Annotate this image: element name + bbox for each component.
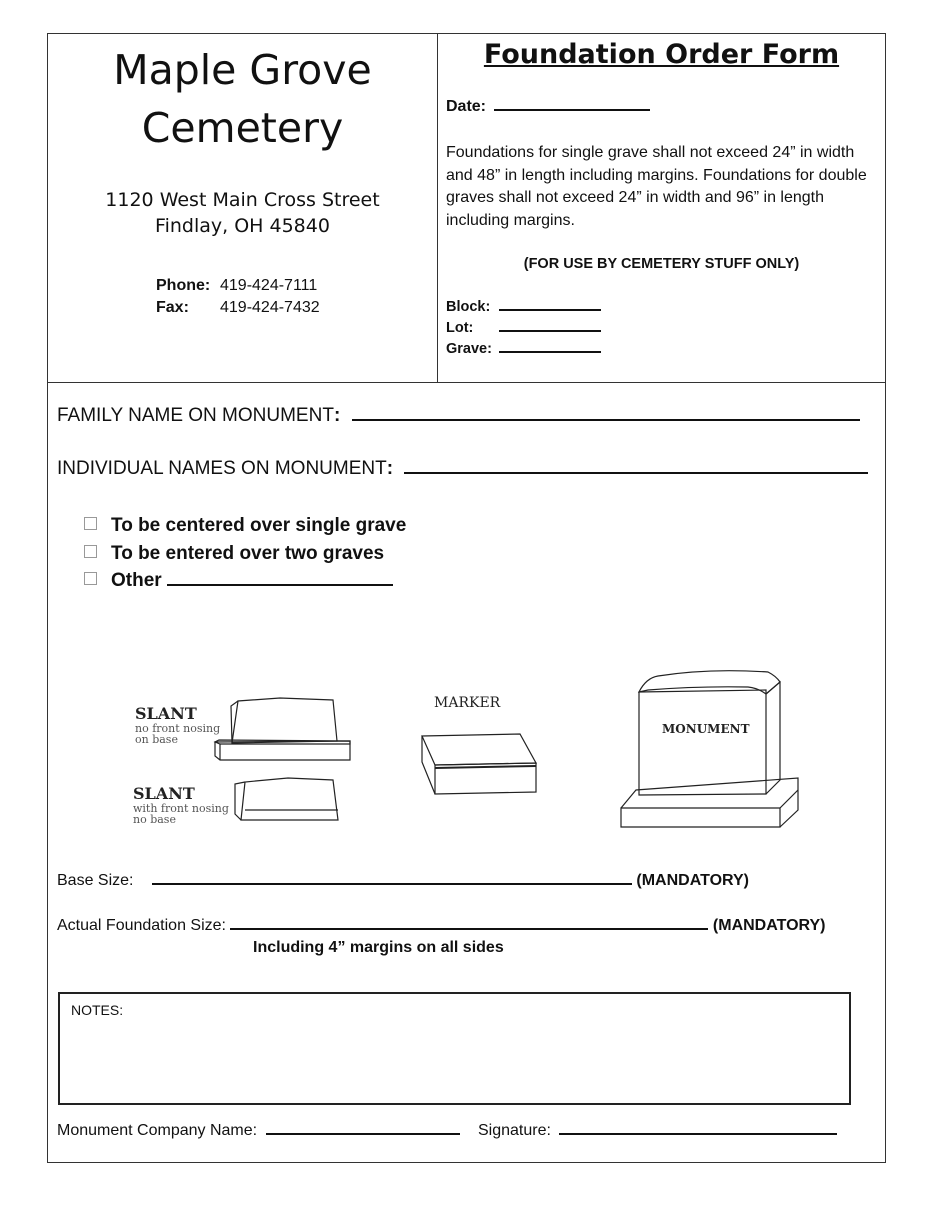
- notes-box[interactable]: [58, 992, 851, 1105]
- marker-label: MARKER: [434, 695, 501, 711]
- foundation-size-blank[interactable]: [230, 928, 708, 930]
- base-size-field[interactable]: [57, 872, 749, 890]
- base-size-label: Base Size:: [57, 872, 134, 889]
- company-name-blank[interactable]: [266, 1133, 460, 1135]
- slant2-desc1: with front nosing: [133, 802, 229, 815]
- monument-type-illustrations: [48, 664, 885, 839]
- phone-label: Phone:: [156, 277, 211, 294]
- staff-only-note: (FOR USE BY CEMETERY STUFF ONLY): [523, 256, 800, 272]
- slant-no-nosing-drawing: [215, 698, 350, 760]
- monument-label: MONUMENT: [662, 722, 750, 736]
- monument-drawing: [621, 671, 798, 827]
- checkbox[interactable]: [84, 545, 97, 558]
- company-name-label: Monument Company Name:: [57, 1122, 258, 1139]
- form-title: Foundation Order Form: [483, 39, 840, 70]
- date-label: Date:: [446, 98, 487, 115]
- individual-names-blank[interactable]: [404, 472, 868, 474]
- slant2-title: SLANT: [133, 784, 195, 803]
- phone-value: 419-424-7111: [220, 277, 318, 294]
- option-other[interactable]: Other: [84, 567, 406, 595]
- order-form-page: [47, 33, 886, 1163]
- date-field[interactable]: [446, 98, 650, 116]
- base-size-mandatory: (MANDATORY): [636, 872, 749, 889]
- family-name-field[interactable]: FAMILY NAME ON MONUMENT:: [57, 405, 860, 427]
- lot-blank[interactable]: [499, 330, 601, 332]
- signature-row: [57, 1122, 837, 1140]
- marker-drawing: [422, 734, 536, 794]
- option-single-grave[interactable]: To be centered over single grave: [84, 512, 406, 540]
- staff-fields: [446, 297, 601, 360]
- cemetery-info-panel: [48, 34, 438, 382]
- slant2-desc2: no base: [133, 813, 176, 826]
- signature-blank[interactable]: [559, 1133, 837, 1135]
- margins-note: Including 4” margins on all sides: [253, 939, 504, 956]
- contact-info: [156, 275, 320, 319]
- checkbox[interactable]: [84, 517, 97, 530]
- other-blank[interactable]: [167, 584, 393, 586]
- fax-value: 419-424-7432: [220, 299, 320, 316]
- signature-label: Signature:: [478, 1122, 551, 1139]
- option-two-graves[interactable]: To be entered over two graves: [84, 540, 406, 568]
- individual-names-field[interactable]: INDIVIDUAL NAMES ON MONUMENT:: [57, 458, 868, 480]
- lot-label: Lot:: [446, 320, 474, 336]
- slant-with-nosing-drawing: [235, 778, 338, 820]
- foundation-rule-text: Foundations for single grave shall not exceed 24” in width and 48” in length including margins. Foundations for double graves shall not exceed 24” in width and 96” in length including margins.: [446, 144, 867, 229]
- block-label: Block:: [446, 299, 491, 315]
- cemetery-name: Maple Grove Cemetery: [113, 46, 372, 152]
- notes-label: NOTES:: [71, 1002, 124, 1018]
- date-blank[interactable]: [494, 109, 650, 111]
- family-name-label: FAMILY NAME ON MONUMENT: [57, 405, 334, 426]
- foundation-size-mandatory: (MANDATORY): [712, 917, 826, 934]
- header-divider: [48, 382, 885, 383]
- grave-blank[interactable]: [499, 351, 601, 353]
- block-blank[interactable]: [499, 309, 601, 311]
- cemetery-address: 1120 West Main Cross Street Findlay, OH 45840: [105, 189, 380, 237]
- form-info-panel: [438, 34, 885, 382]
- foundation-size-label: Actual Foundation Size:: [57, 917, 226, 934]
- checkbox[interactable]: [84, 572, 97, 585]
- slant1-title: SLANT: [135, 704, 197, 723]
- slant1-desc1: no front nosing: [135, 722, 221, 735]
- base-size-blank[interactable]: [152, 883, 632, 885]
- placement-options: [84, 512, 406, 595]
- individual-names-label: INDIVIDUAL NAMES ON MONUMENT: [57, 458, 387, 479]
- grave-label: Grave:: [446, 341, 492, 357]
- fax-label: Fax:: [156, 299, 189, 316]
- family-name-blank[interactable]: [352, 419, 860, 421]
- slant1-desc2: on base: [135, 733, 178, 746]
- foundation-size-field[interactable]: [57, 917, 825, 935]
